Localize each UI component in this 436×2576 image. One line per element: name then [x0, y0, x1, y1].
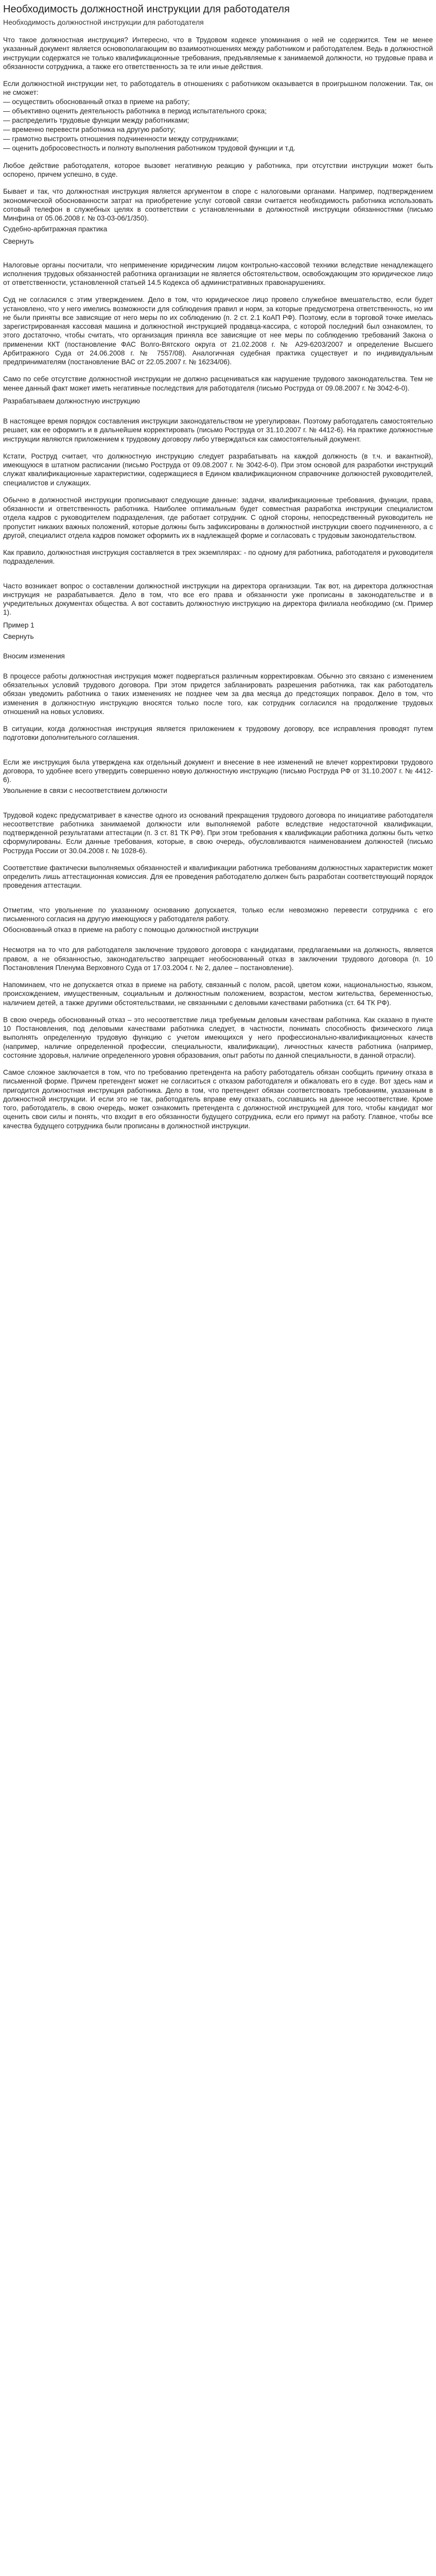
paragraph-currently: В настоящее время порядок составления инструкции законодательством не урегулирован. Поэтому работодатель самостоятельно решает, как ее оформить и в дальнейшем корректировать (письмо Роструда от 31.10.2007 г. № 4412-6). На практике должностные инструкции являются приложением к трудовому договору либо утверждаться как самостоятельный документ.: [3, 417, 433, 443]
paragraph-hardest: Самое сложное заключается в том, что по требованию претендента на работу работодатель обязан сообщить причину отказа в письменной форме. Причем претендент может не согласиться с отказом работодателя и обжаловать его в суде. Вот здесь нам и пригодится должностная инструкция работника. Дело в том, что претендент обязан соответствовать требованиям, указанным в должностной инструкции. И если это не так, работодатель вправе ему отказать, сославшись на данное несоответствие. Кроме того, работодатель, в свою очередь, может ознакомить претендента с должностной инструкцией для того, чтобы кандидат мог оценить свои силы и понять, что входит в его обязанности будущего сотрудника, если его примут на работу. Главное, чтобы все качества будущего сотрудника были прописаны в должностной инструкции.: [3, 1069, 433, 1130]
list-item: — распределить трудовые функции между работниками;: [3, 116, 189, 124]
bullet-list: [3, 97, 433, 153]
section-heading-changes: Вносим изменения: [3, 652, 65, 660]
section-heading-develop: Разрабатываем должностную инструкцию: [3, 397, 140, 405]
example-label: Пример 1: [3, 621, 34, 629]
paragraph-copies: Как правило, должностная инструкция составляется в трех экземплярах: - по одному для работника, работодателя и руководителя подразделения.: [3, 549, 433, 566]
paragraph-rostrud: Кстати, Роструд считает, что должностную инструкцию следует разрабатывать на каждой должность (в т.ч. и вакантной), имеющуюся в штатном расписании (письмо Роструда от 09.08.2007 г. № 3042-6-0). При этом основой для разработки инструкций служат квалификационные характеристики, содержащиеся в Едином квалификационном справочнике должностей руководителей, специалистов и служащих.: [3, 452, 433, 487]
list-item: — оценить добросовестность и полноту выполнения работником трудовой функции и т.д.: [3, 144, 295, 152]
section-heading-refusal: Обоснованный отказ в приеме на работу с помощью должностной инструкции: [3, 926, 259, 934]
paragraph-remind: Напоминаем, что не допускается отказ в приеме на работу, связанный с полом, расой, цветом кожи, национальностью, языком, происхождением, имущественным, социальным и должностным положением, возрастом, местом жительства, беременностью, наличием детей, а также другими обстоятельствами, не связанными с деловыми качествами работника (ст. 64 ТК РФ).: [3, 981, 433, 1007]
paragraph-mismatch: Соответствие фактически выполняемых обязанностей и квалификации работника требованиям должностных характеристик может определить лишь аттестационная комиссия. Для ее проведения работодателю должен быть разработан соответствующий порядок проведения аттестации.: [3, 863, 433, 890]
paragraph-absence-intro: Если должностной инструкции нет, то работодатель в отношениях с работником оказывается в проигрышном положении. Так, он не сможет:: [3, 80, 433, 97]
paragraph-turn: В свою очередь обоснованный отказ – это несоответствие лица требуемым деловым качествам работника. Как сказано в пункте 10 Постановления, под деловыми качествами работника следует, в частности, понимать способность физического лица выполнять определенную трудовую функцию с учетом имеющихся у него профессионально-квалификационных качеств (например, наличие определенной профессии, специальности, квалификации), личностных качеств работника (например, состояние здоровья, наличие определенного уровня образования, опыт работы по данной специальности, в данной отрасли).: [3, 1015, 433, 1059]
paragraph-any-action: Любое действие работодателя, которое вызовет негативную реакцию у работника, при отсутствии инструкции может быть оспорено, причем успешно, в суде.: [3, 161, 433, 179]
paragraph-labor-code: Трудовой кодекс предусматривает в качестве одного из оснований прекращения трудового договора по инициативе работодателя несоответствие работника занимаемой должности или выполняемой работе вследствие недостаточной квалификации, подтвержденной результатами аттестации (п. 3 ст. 81 ТК РФ). При этом требования к квалификации работника должны быть четко сформулированы. Если данные требования, которые, в свою очередь, обусловливаются наименованием должностей (письмо Роструда России от 30.04.2008 г. № 1028-6).: [3, 811, 433, 855]
paragraph-inspectors: Налоговые органы посчитали, что неприменение юридическим лицом контрольно-кассовой техники вследствие ненадлежащего исполнения трудовых обязанностей работника организации не является обстоятельством, освобождающим это юридическое лицо от ответственности, установленной статьей 14.5 Кодекса об административных правонарушениях.: [3, 261, 433, 287]
section-heading-dismissal: Увольнение в связи с несоответствием должности: [3, 787, 167, 795]
paragraph-question: Часто возникает вопрос о составлении должностной инструкции на директора организации. Так вот, на директора должностная инструкция не разрабатывается. Дело в том, что все его права и обязанности уже прописаны в законодательстве и в учредительных документах общества. А вот составить должностную инструкцию на директора филиала необходимо (см. Пример 1).: [3, 582, 433, 617]
paragraph-intro: Что такое должностная инструкция? Интересно, что в Трудовом кодексе упоминания о ней не содержится. Тем не менее указанный документ является основополагающим во взаимоотношениях между работником и работодателем. Ведь в должностной инструкции содержатся не только квалификационные требования, предъявляемые к занимаемой должности, но трудовые права и обязанности сотрудника, а также его ответственность за те или иные действия.: [3, 36, 433, 71]
page-subtitle: Необходимость должностной инструкции для работодателя: [3, 18, 204, 26]
list-item: — грамотно выстроить отношения подчиненности между сотрудниками;: [3, 134, 239, 143]
paragraph-court: Суд не согласился с этим утверждением. Дело в том, что юридическое лицо провело служебное вмешательство, если будет установлено, что у него имелись возможности для соблюдения правил и норм, за которые предусмотрена ответственность, но им не были приняты все зависящие от него меры по их соблюдению (п. 2 ст. 2.1 КоАП РФ). Поэтому, если в торговой точке имелась зарегистрированная кассовая машина и должностной инструкцией продавца-кассира, с которой последний был ознакомлен, то этого достаточно, чтобы считать, что организация приняла все зависящие от нее меры по соблюдению требований Закона о применении ККТ (постановление ФАС Волго-Вятского округа от 21.02.2008 г. № А29-6203/2007 и определение Высшего Арбитражного Суда от 24.06.2008 г. № 7557/08). Аналогичная судебная практика существует и по индивидуальным предпринимателям (постановление ВАС от 22.05.2007 г. № 16234/06).: [3, 296, 433, 366]
collapse-link[interactable]: Свернуть: [3, 237, 34, 245]
paragraph-separate: Если же инструкция была утверждена как отдельный документ и внесение в нее изменений не влечет корректировки трудового договора, то удобнее всего утвердить совершенно новую должностную инструкцию (письмо Роструда РФ от 31.10.2007 г. № 4412-6).: [3, 758, 433, 784]
paragraph-argument: Бывает и так, что должностная инструкция является аргументом в споре с налоговыми органами. Например, подтверждением экономической обоснованности затрат на приобретение услуг сотовой связи считается необходимость работника использовать сотовый телефон в служебных целях в соответствии с установленными в должностной инструкции обязанностями (письмо Минфина от 05.06.2008 г. № 03-03-06/1/350).: [3, 188, 433, 223]
list-item: — объективно оценить деятельность работника в период испытательного срока;: [3, 107, 267, 115]
list-item: — временно перевести работника на другую работу;: [3, 125, 176, 133]
paragraph-usually: Обычно в должностной инструкции прописывают следующие данные: задачи, квалификационные требования, функции, права, обязанности и ответственность работника. Наиболее оптимальным будет совместная разработка инструкции специалистом отдела кадров с руководителем подразделения, где работает сотрудник. С одной стороны, непосредственный руководитель не пропустит никаких важных положений, которые должны быть зафиксированы в должностной инструкции своего подчиненного, а с другой, специалист отдела кадров поможет оформить их в надлежащей форме и согласовать с трудовым законодательством.: [3, 496, 433, 539]
paragraph-process: В процессе работы должностная инструкция может подвергаться различным корректировкам. Обычно это связано с изменением обязательных условий трудового договора. При этом придется забланировать разрешения работника, так как работодатель обязан уведомить работника о таких изменениях не позднее чем за два месяца до предстоящих поправок. Дело в том, что изменения в должностную инструкцию вносятся только после того, как сотрудник согласился на продолжение трудовых отношений на новых условиях.: [3, 672, 433, 716]
list-item: — осуществить обоснованный отказ в приеме на работу;: [3, 97, 190, 106]
page-title: Необходимость должностной инструкции для работодателя: [3, 4, 290, 15]
paragraph-absence: Само по себе отсутствие должностной инструкции не должно расцениваться как нарушение трудового законодательства. Тем не менее данный факт может иметь негативные последствия для работодателя (письмо Роструда от 09.08.2007 г. № 3042-6-0).: [3, 375, 433, 392]
collapse-link[interactable]: Свернуть: [3, 632, 34, 640]
paragraph-despite: Несмотря на то что для работодателя заключение трудового договора с кандидатами, предлагаемыми на должность, является правом, а не обязанностью, законодательство запрещает необоснованный отказ в заключении трудового договора (п. 10 Постановления Пленума Верховного Суда от 17.03.2004 г. № 2, далее – постановление).: [3, 946, 433, 972]
article: [0, 0, 436, 1133]
paragraph-note: Отметим, что увольнение по указанному основанию допускается, только если невозможно перевести сотрудника с его письменного согласия на другую имеющуюся у работодателя работу.: [3, 906, 433, 923]
section-heading-practice: Судебно-арбитражная практика: [3, 225, 108, 233]
paragraph-situation: В ситуации, когда должностная инструкция является приложением к трудовому договору, все исправления проводят путем подготовки дополнительного соглашения.: [3, 725, 433, 742]
